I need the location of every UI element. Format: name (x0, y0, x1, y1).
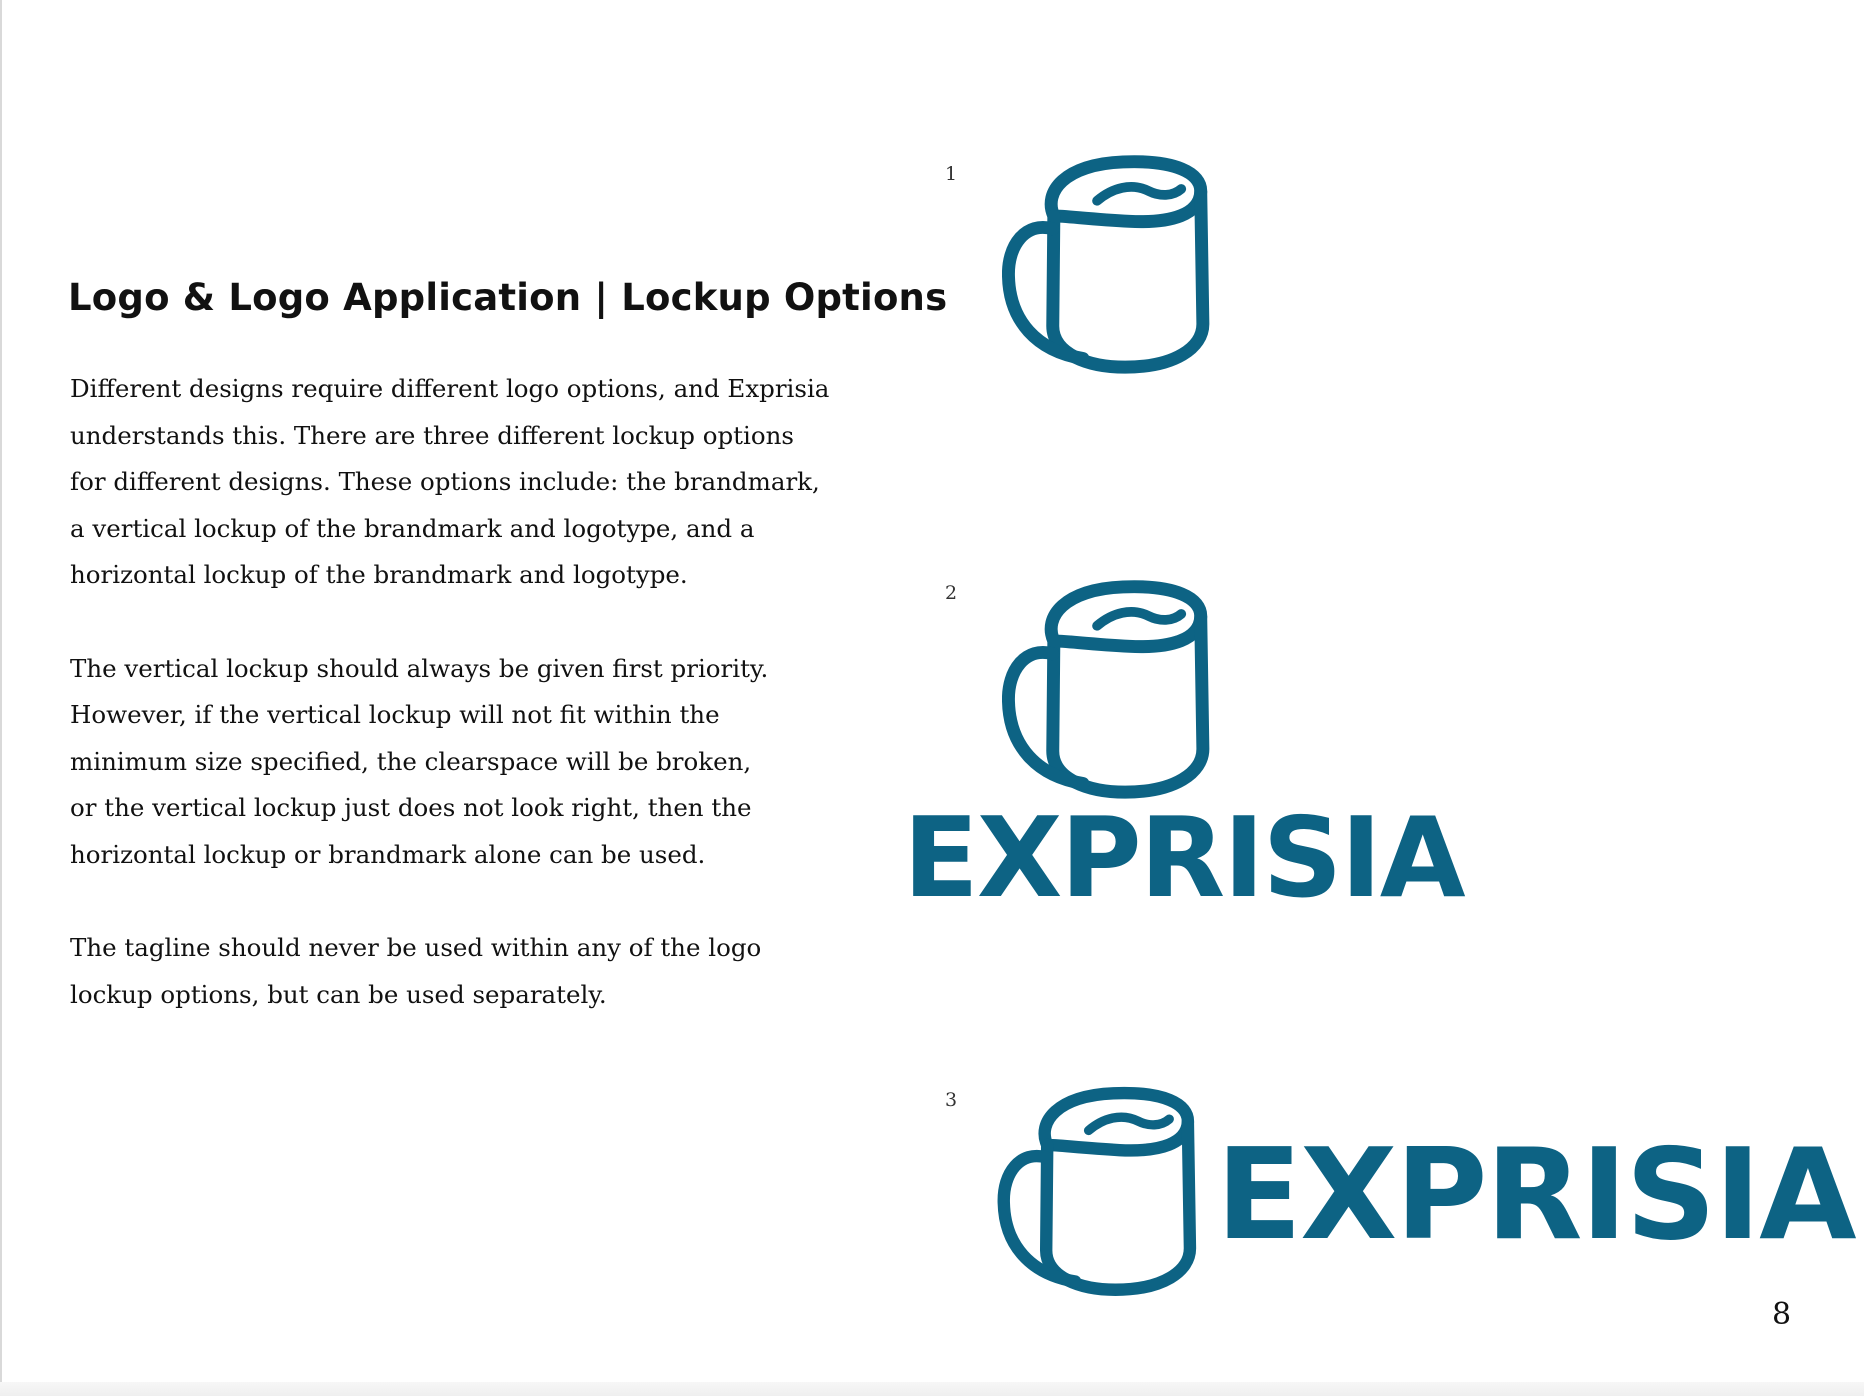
text-line: lockup options, but can be used separately. (70, 979, 607, 1009)
text-line: or the vertical lockup just does not look right, then the (70, 793, 752, 823)
lockup-number-3: 3 (945, 1089, 958, 1111)
text-line: horizontal lockup of the brandmark and logotype. (70, 560, 688, 590)
page-number: 8 (1772, 1297, 1792, 1332)
lockup-number-2: 2 (945, 582, 958, 604)
text-line: minimum size specified, the clearspace will be broken, (70, 746, 752, 776)
text-line: The tagline should never be used within any of the logo (70, 933, 762, 963)
text-line: However, if the vertical lockup will not fit within the (70, 700, 720, 730)
mug-brandmark-icon (1002, 578, 1218, 800)
page-left-edge (0, 0, 2, 1396)
text-line: a vertical lockup of the brandmark and logotype, and a (70, 513, 755, 543)
paragraph-lockup-priority (70, 646, 830, 879)
text-line: The vertical lockup should always be given first priority. (70, 653, 769, 683)
exprisia-wordmark: EXPRISIA (1216, 1121, 1855, 1268)
lockup-number-1: 1 (945, 163, 958, 185)
exprisia-wordmark: EXPRISIA (903, 794, 1464, 923)
text-line: Different designs require different logo options, and Exprisia (70, 374, 830, 403)
paragraph-logo-options (70, 366, 830, 599)
page-title: Logo & Logo Application | Lockup Options (68, 276, 948, 319)
paragraph-tagline-usage (70, 925, 830, 1018)
page-bottom-edge (0, 1382, 1864, 1396)
text-line: horizontal lockup or brandmark alone can be used. (70, 839, 706, 869)
mug-brandmark-icon (1002, 153, 1218, 375)
mug-brandmark-icon (996, 1085, 1206, 1297)
text-line: understands this. There are three different lockup options (70, 420, 794, 450)
text-line: for different designs. These options include: the brandmark, (70, 467, 820, 497)
body-copy (70, 366, 830, 1065)
